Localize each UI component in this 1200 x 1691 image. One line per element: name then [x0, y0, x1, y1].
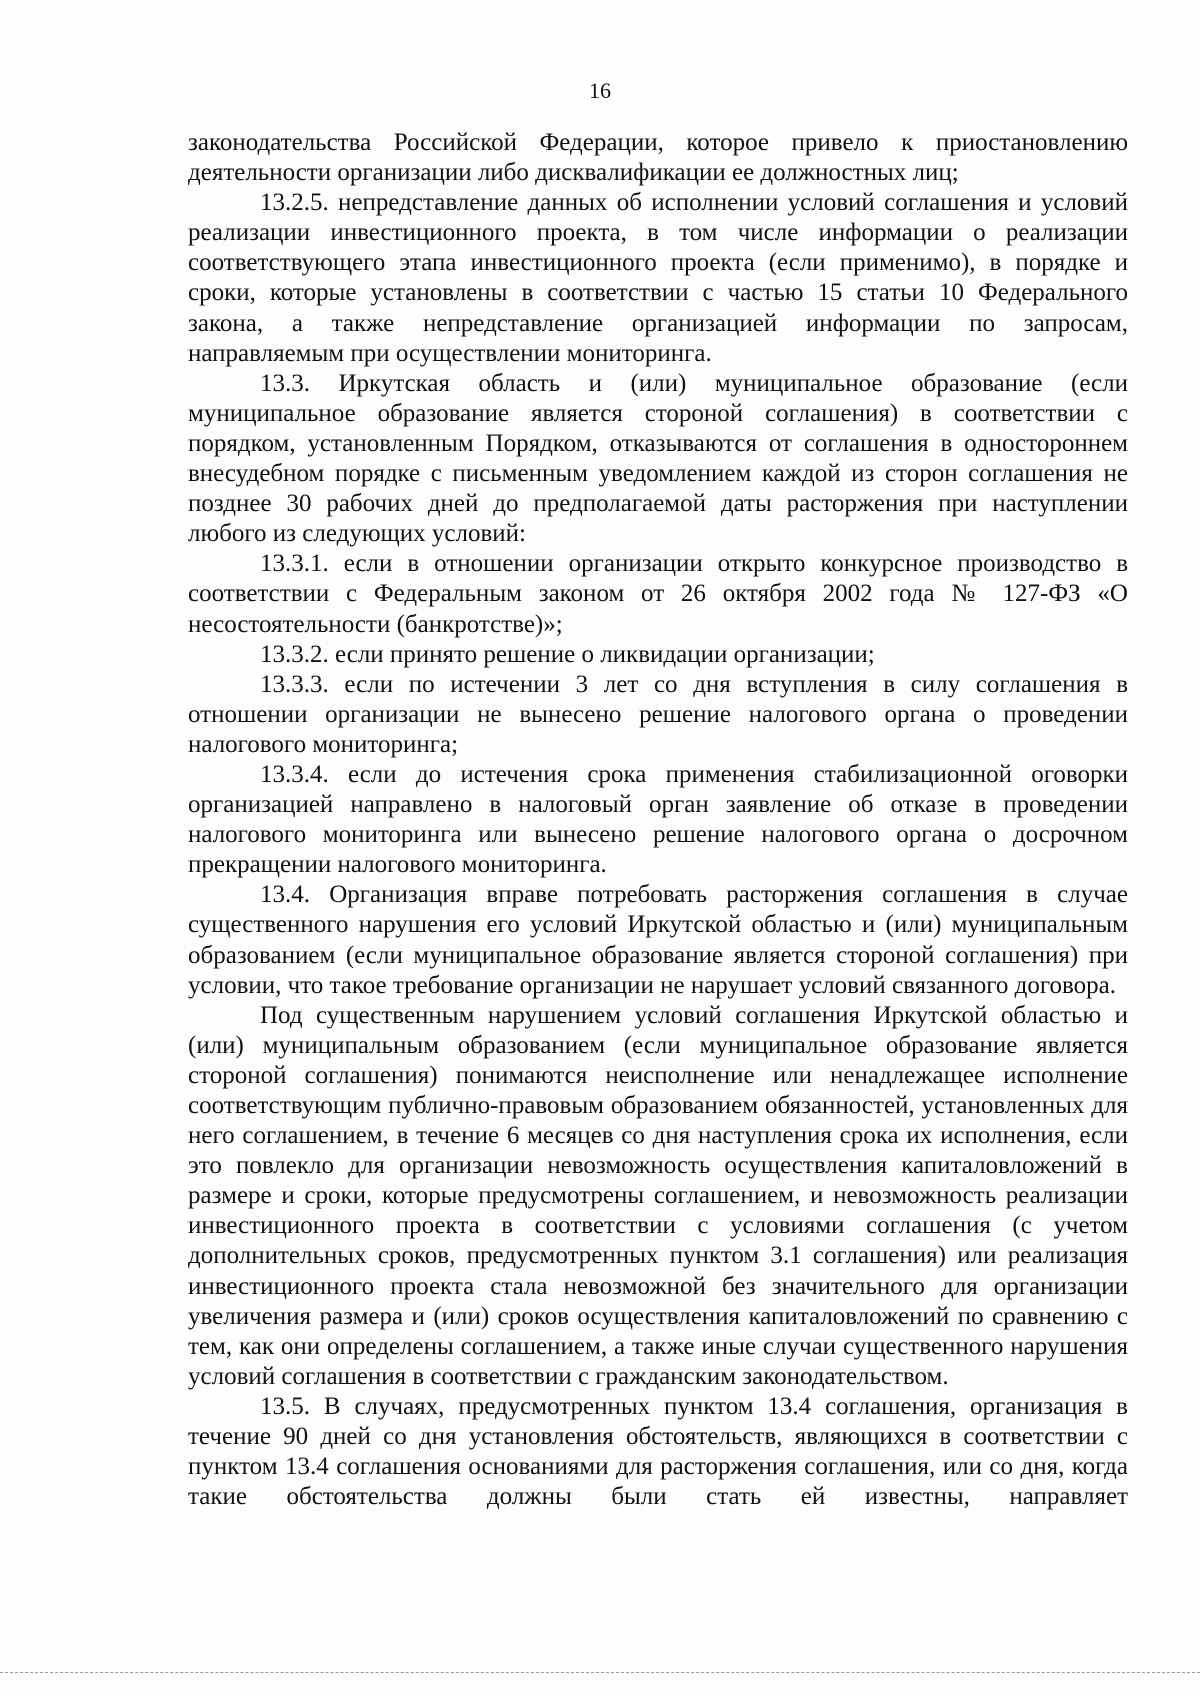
scan-bottom-edge [0, 1672, 1200, 1673]
paragraph-13-4: 13.4. Организация вправе потребовать расторжения соглашения в случае существенного нарушения его условий Иркутской областью и (или) муниципальным образованием (если муниципальное образование является стороной соглашения) при условии, что такое требование организации не нарушает условий связанного договора. [188, 881, 1128, 999]
document-body [188, 128, 1128, 1512]
paragraph-13-3-1: 13.3.1. если в отношении организации открыто конкурсное производство в соответствии с Федеральным законом от 26 октября 2002 года № 127-ФЗ «О несостоятельности (банкротстве)»; [188, 550, 1128, 638]
paragraph-13-3-3: 13.3.3. если по истечении 3 лет со дня вступления в силу соглашения в отношении организации не вынесено решение налогового органа о проведении налогового мониторинга; [188, 670, 1128, 758]
paragraph-continuation: законодательства Российской Федерации, которое привело к приостановлению деятельности организации либо дисквалификации ее должностных лиц; [188, 129, 1128, 187]
page-number: 16 [589, 78, 611, 103]
paragraph-13-3: 13.3. Иркутская область и (или) муниципальное образование (если муниципальное образование является стороной соглашения) в соответствии с порядком, установленным Порядком, отказываются от соглашения в одностороннем внесудебном порядке с письменным уведомлением каждой из сторон соглашения не позднее 30 рабочих дней до предполагаемой даты расторжения при наступлении любого из следующих условий: [188, 369, 1128, 548]
paragraph-13-3-2: 13.3.2. если принято решение о ликвидации организации; [260, 640, 875, 668]
paragraph-13-5: 13.5. В случаях, предусмотренных пунктом 13.4 соглашения, организация в течение 90 дней со дня установления обстоятельств, являющихся в соответствии с пунктом 13.4 соглашения основаниями для расторжения соглашения, или со дня, когда такие обстоятельства должны были стать ей известны, направляет [188, 1392, 1128, 1511]
paragraph-material-breach: Под существенным нарушением условий соглашения Иркутской областью и (или) муниципальным образованием (если муниципальное образование является стороной соглашения) понимаются неисполнение или ненадлежащее исполнение соответствующим публично-правовым образованием обязанностей, установленных для него соглашением, в течение 6 месяцев со дня наступления срока их исполнения, если это повлекло для организации невозможность осуществления капиталовложений в размере и сроки, которые предусмотрены соглашением, и невозможность реализации инвестиционного проекта в соответствии с условиями соглашения (с учетом дополнительных сроков, предусмотренных пунктом 3.1 соглашения) или реализация инвестиционного проекта стала невозможной без значительного для организации увеличения размера и (или) сроков осуществления капиталовложений по сравнению с тем, как они определены соглашением, а также иные случаи существенного нарушения условий соглашения в соответствии с гражданским законодательством. [188, 1001, 1128, 1390]
paragraph-13-2-5: 13.2.5. непредставление данных об исполнении условий соглашения и условий реализации инвестиционного проекта, в том числе информации о реализации соответствующего этапа инвестиционного проекта (если применимо), в порядке и сроки, которые установлены в соответствии с частью 15 статьи 10 Федерального закона, а также непредставление организацией информации по запросам, направляемым при осуществлении мониторинга. [188, 189, 1128, 367]
paragraph-13-3-4: 13.3.4. если до истечения срока применения стабилизационной оговорки организацией направлено в налоговый орган заявление об отказе в проведении налогового мониторинга или вынесено решение налогового органа о досрочном прекращении налогового мониторинга. [188, 760, 1128, 879]
